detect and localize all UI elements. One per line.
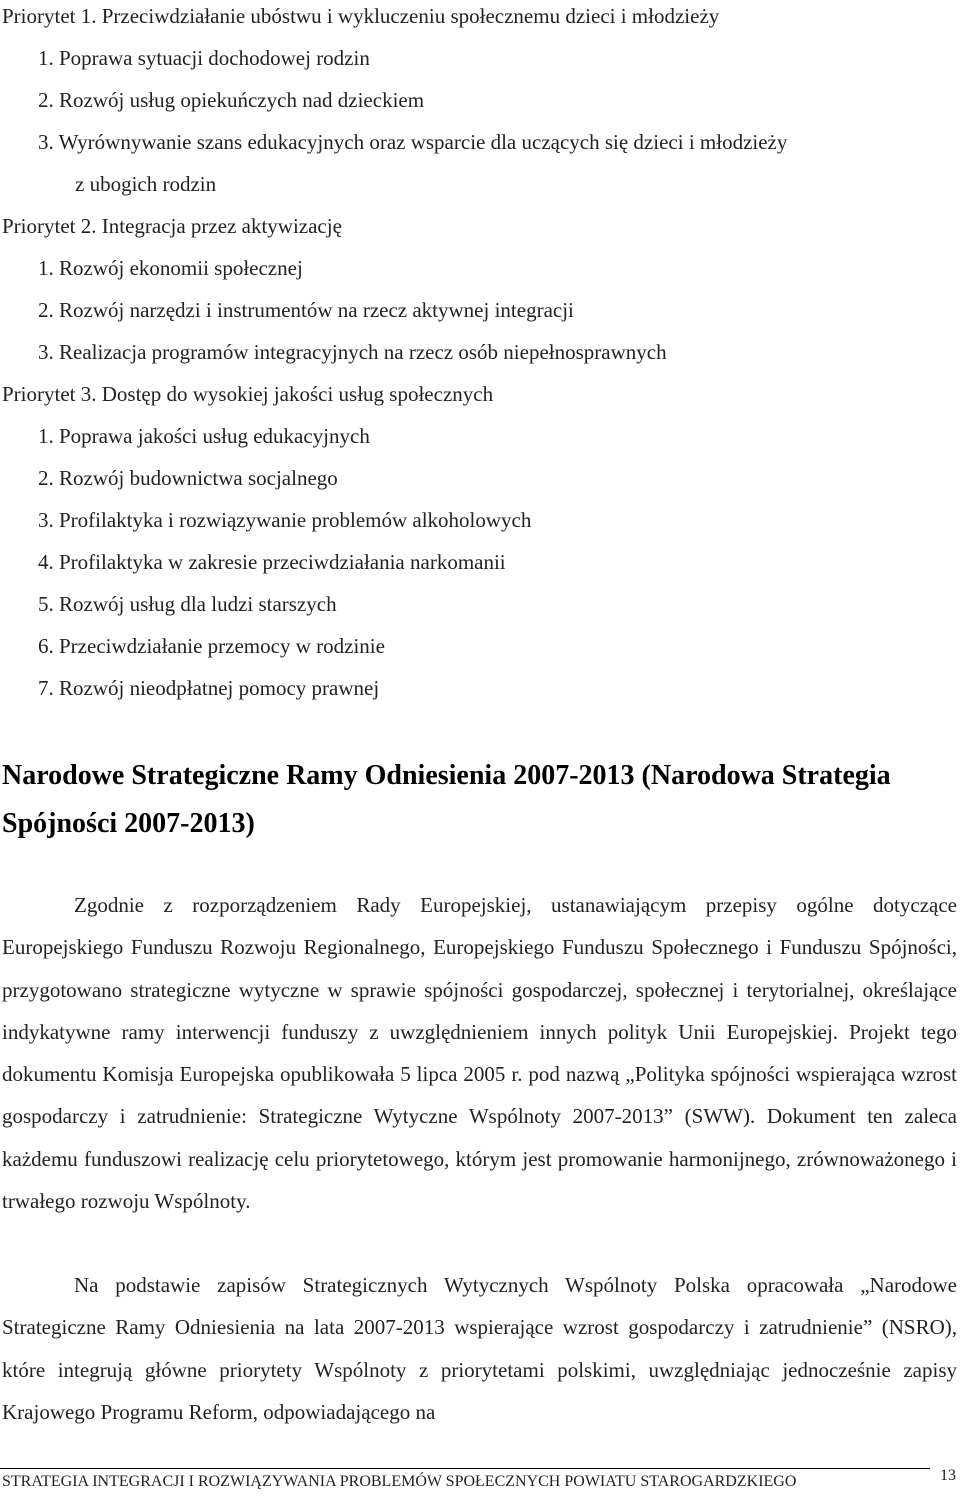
footer-divider bbox=[0, 1468, 930, 1469]
list-item: 7. Rozwój nieodpłatnej pomocy prawnej bbox=[38, 676, 380, 700]
list-item: 2. Rozwój usług opiekuńczych nad dzieckiem bbox=[38, 88, 425, 112]
list-item: 3. Realizacja programów integracyjnych na rzecz osób niepełnosprawnych bbox=[38, 340, 667, 364]
list-item: 1. Poprawa jakości usług edukacyjnych bbox=[38, 424, 370, 448]
list-item: 3. Wyrównywanie szans edukacyjnych oraz wsparcie dla uczących się dzieci i młodzieży bbox=[38, 130, 788, 154]
list-item: 4. Profilaktyka w zakresie przeciwdziałania narkomanii bbox=[38, 550, 506, 574]
priority-2-heading: Priorytet 2. Integracja przez aktywizację bbox=[2, 214, 342, 238]
page-number: 13 bbox=[940, 1467, 956, 1484]
list-item: 3. Profilaktyka i rozwiązywanie problemów alkoholowych bbox=[38, 508, 532, 532]
section-heading-line-2: Spójności 2007-2013) bbox=[2, 808, 255, 839]
list-item: 6. Przeciwdziałanie przemocy w rodzinie bbox=[38, 634, 385, 658]
list-item: 1. Poprawa sytuacji dochodowej rodzin bbox=[38, 46, 370, 70]
body-paragraph-1: Zgodnie z rozporządzeniem Rady Europejskiej, ustanawiającym przepisy ogólne dotyczące Europejskiego Funduszu Rozwoju Regionalnego, Europejskiego Funduszu Społecznego i Funduszu Spójności, przygotowano strategiczne wytyczne w sprawie spójności gospodarczej, społecznej i terytorialnej, określające indykatywne ramy interwencji funduszy z uwzględnieniem innych polityk Unii Europejskiej. Projekt tego dokumentu Komisja Europejska opublikowała 5 lipca 2005 r. pod nazwą „Polityka spójności wspierająca wzrost gospodarczy i zatrudnienie: Strategiczne Wytyczne Wspólnoty 2007-2013” (SWW). Dokument ten zaleca każdemu funduszowi realizację celu priorytetowego, którym jest promowanie harmonijnego, zrównoważonego i trwałego rozwoju Wspólnoty. bbox=[2, 893, 957, 1214]
priority-3-heading: Priorytet 3. Dostęp do wysokiej jakości usług społecznych bbox=[2, 382, 494, 406]
list-item: 5. Rozwój usług dla ludzi starszych bbox=[38, 592, 337, 616]
list-item: 1. Rozwój ekonomii społecznej bbox=[38, 256, 303, 280]
footer-title: STRATEGIA INTEGRACJI I ROZWIĄZYWANIA PROBLEMÓW SPOŁECZNYCH POWIATU STAROGARDZKIEGO bbox=[2, 1473, 797, 1490]
list-item: 2. Rozwój narzędzi i instrumentów na rzecz aktywnej integracji bbox=[38, 298, 574, 322]
section-heading-line-1: Narodowe Strategiczne Ramy Odniesienia 2007-2013 (Narodowa Strategia bbox=[2, 760, 891, 791]
list-item-continuation: z ubogich rodzin bbox=[75, 172, 217, 196]
body-paragraph-2: Na podstawie zapisów Strategicznych Wytycznych Wspólnoty Polska opracowała „Narodowe Strategiczne Ramy Odniesienia na lata 2007-2013 wspierające wzrost gospodarczy i zatrudnienie” (NSRO), które integrują główne priorytety Wspólnoty z priorytetami polskimi, uwzględniając jednocześnie zapisy Krajowego Programu Reform, odpowiadającego na bbox=[2, 1273, 957, 1424]
priority-1-heading: Priorytet 1. Przeciwdziałanie ubóstwu i wykluczeniu społecznemu dzieci i młodzieży bbox=[2, 4, 720, 28]
list-item: 2. Rozwój budownictwa socjalnego bbox=[38, 466, 338, 490]
